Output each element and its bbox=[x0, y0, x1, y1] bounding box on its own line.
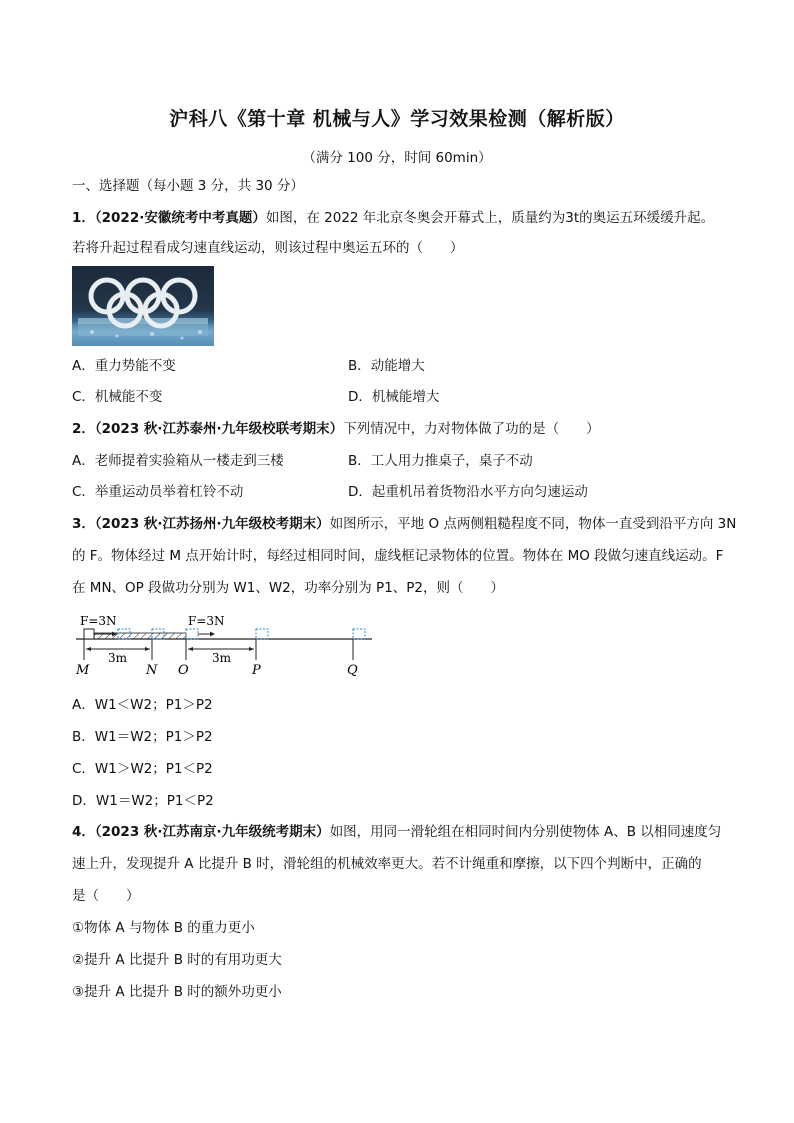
question-4-source: 4．（2023 秋·江苏南京·九年级统考期末） bbox=[72, 824, 330, 840]
page-title: 沪科八《第十章 机械与人》学习效果检测（解析版） bbox=[169, 108, 625, 130]
object-box bbox=[84, 629, 94, 639]
question-4-line-2: 速上升，发现提升 A 比提升 B 时，滑轮组的机械效率更大。若不计绳重和摩擦，以下四个判断中，正确的 bbox=[72, 856, 702, 872]
question-4-statement-1: ①物体 A 与物体 B 的重力更小 bbox=[72, 920, 255, 936]
question-2-option-c: C．举重运动员举着杠铃不动 bbox=[72, 484, 244, 500]
point-label-m: M bbox=[76, 663, 90, 678]
question-1-text: 如图，在 2022 年北京冬奥会开幕式上，质量约为3t的奥运五环缓缓升起。 bbox=[265, 210, 715, 226]
question-1-line-2: 若将升起过程看成匀速直线运动，则该过程中奥运五环的（ ） bbox=[72, 240, 464, 256]
distance-label-mn: 3m bbox=[108, 651, 128, 665]
question-4-line-1 bbox=[72, 822, 721, 842]
question-3-option-d: D．W1＝W2；P1＜P2 bbox=[72, 793, 214, 809]
question-3-text: 如图所示，平地 O 点两侧粗糙程度不同，物体一直受到沿平方向 3N bbox=[329, 516, 737, 532]
question-1-source: 1．（2022·安徽统考中考真题） bbox=[72, 210, 266, 226]
distance-label-op: 3m bbox=[212, 651, 232, 665]
question-2-line-1 bbox=[72, 419, 600, 439]
question-2-option-a: A．老师提着实验箱从一楼走到三楼 bbox=[72, 453, 284, 469]
question-3-line-3: 在 MN、OP 段做功分别为 W1、W2，功率分别为 P1、P2，则（ ） bbox=[72, 580, 505, 596]
question-4-text: 如图，用同一滑轮组在相同时间内分别使物体 A、B 以相同速度匀 bbox=[329, 824, 722, 840]
point-label-p: P bbox=[252, 663, 261, 678]
question-3-option-b: B．W1＝W2；P1＞P2 bbox=[72, 729, 213, 745]
question-2-option-b: B．工人用力推桌子，桌子不动 bbox=[348, 453, 533, 469]
question-3-option-a: A．W1＜W2；P1＞P2 bbox=[72, 697, 213, 713]
question-2-text: 下列情况中，力对物体做了功的是（ ） bbox=[343, 421, 600, 437]
point-label-q: Q bbox=[347, 663, 358, 678]
question-2-option-d: D．起重机吊着货物沿水平方向匀速运动 bbox=[348, 484, 588, 500]
question-3-line-1 bbox=[72, 514, 736, 534]
force-label-2: F=3N bbox=[188, 614, 225, 628]
question-1-option-d: D．机械能增大 bbox=[348, 389, 440, 405]
question-3-source: 3．（2023 秋·江苏扬州·九年级校考期末） bbox=[72, 516, 330, 532]
page-subtitle: （满分 100 分，时间 60min） bbox=[302, 150, 492, 166]
force-arrowhead-2 bbox=[210, 632, 215, 637]
question-3-line-2: 的 F。物体经过 M 点开始计时，每经过相同时间，虚线框记录物体的位置。物体在 MO 段做匀速直线运动。F bbox=[72, 548, 724, 564]
position-box bbox=[256, 629, 268, 639]
point-label-n: N bbox=[146, 663, 158, 678]
question-1-option-b: B．动能增大 bbox=[348, 358, 425, 374]
force-label-1: F=3N bbox=[80, 614, 117, 628]
section-heading: 一、选择题（每小题 3 分，共 30 分） bbox=[72, 178, 304, 194]
question-4-statement-2: ②提升 A 比提升 B 时的有用功更大 bbox=[72, 952, 282, 968]
position-box bbox=[186, 629, 198, 639]
question-1-line-1 bbox=[72, 208, 714, 228]
question-1-option-c: C．机械能不变 bbox=[72, 389, 163, 405]
position-box bbox=[353, 629, 365, 639]
olympic-rings-icon bbox=[72, 266, 214, 346]
olympic-rings-photo bbox=[72, 266, 214, 346]
question-3-option-c: C．W1＞W2；P1＜P2 bbox=[72, 761, 213, 777]
motion-diagram bbox=[72, 608, 382, 680]
question-2-source: 2．（2023 秋·江苏泰州·九年级校联考期末） bbox=[72, 421, 344, 437]
question-4-line-3: 是（ ） bbox=[72, 888, 140, 904]
question-1-option-a: A．重力势能不变 bbox=[72, 358, 176, 374]
question-4-statement-3: ③提升 A 比提升 B 时的额外功更小 bbox=[72, 984, 282, 1000]
point-label-o: O bbox=[178, 663, 189, 678]
